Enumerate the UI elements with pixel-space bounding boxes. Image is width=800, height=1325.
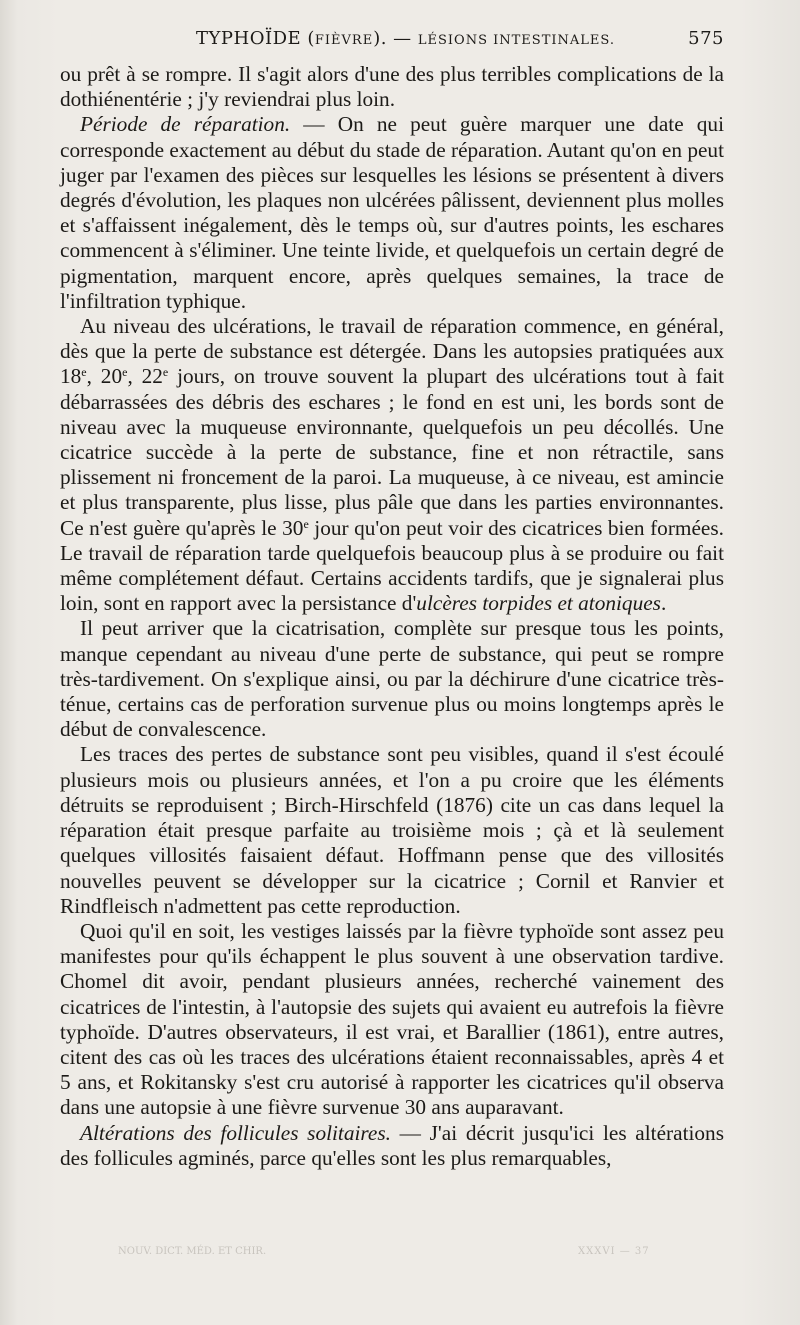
body-text — [60, 62, 724, 1171]
section-heading-reparation: Période de réparation. — [80, 112, 291, 137]
section-heading-follicules: Altérations des follicules solitaires. — [80, 1120, 391, 1145]
page-header — [60, 28, 724, 56]
footer-signature-right: XXXVI — 37 — [578, 1246, 650, 1257]
page-number: 575 — [688, 28, 724, 49]
text-segment: jours, on trouve souvent la plupart des ulcérations tout à fait débarrassées des débris des eschares ; le fond en est uni, les bords sont de niveau avec la muqueuse environnante, quelquefois un peu décollés. Une cicatrice succède à la perte de substance, fine et non rétractile, sans plissement ni froncement de la paroi. La muqueuse, à ce niveau, est amincie et plus transparente, plus lisse, plus pâle que dans les parties environnantes. Ce n'est guère qu'après le 30 — [60, 364, 724, 540]
running-head — [196, 28, 615, 49]
paragraph-text: — J'ai décrit jusqu'ici les altérations des follicules agminés, parce qu'elles sont les plus remarquables, — [60, 1120, 724, 1170]
running-head-paren-close: ). — — [373, 28, 418, 49]
paragraph-reparation — [60, 112, 724, 314]
superscript: e — [81, 365, 87, 380]
footer-signature-left: NOUV. DICT. MÉD. ET CHIR. — [118, 1246, 267, 1257]
superscript: e — [122, 365, 128, 380]
running-head-title: TYPHOÏDE — [196, 28, 302, 49]
paragraph-traces: Les traces des pertes de substance sont peu visibles, quand il s'est écoulé plusieurs mois ou plusieurs années, et l'on a pu croire que les éléments détruits se reproduisent ; Birch-Hirschfeld (1876) cite un cas dans lequel la réparation était presque parfaite au troisième mois ; çà et là seulement quelques villosités faisaient défaut. Hoffmann pense que des villosités nouvelles peuvent se développer sur la cicatrice ; Cornil et Ranvier et Rindfleisch n'admettent pas cette reproduction. — [60, 742, 724, 918]
text-segment: Au niveau des ulcérations, le travail de réparation commence, en général, dès que la perte de substance est détergée. Dans les autopsies pratiquées aux 18 — [60, 314, 724, 389]
paragraph-cicatrisation: Il peut arriver que la cicatrisation, complète sur presque tous les points, manque cependant au niveau d'une perte de substance, qui peut se rompre très-tardivement. On s'explique ainsi, ou par la déchirure d'une cicatrice très-ténue, certains cas de perforation survenue plus ou moins longtemps après le début de convalescence. — [60, 616, 724, 742]
paragraph-ulcerations — [60, 314, 724, 616]
paragraph-follicules — [60, 1121, 724, 1171]
text-segment: jour qu'on peut voir des cicatrices bien formées. Le travail de réparation tarde quelquefois beaucoup plus à se produire ou fait même complétement défaut. Certains accidents tardifs, que je signalerai plus loin, sont en rapport avec la persistance d' — [60, 515, 724, 616]
superscript: e — [303, 516, 309, 531]
italic-term: ulcères torpides et atoniques — [416, 591, 661, 616]
page-footer — [0, 1246, 800, 1266]
paragraph-vestiges: Quoi qu'il en soit, les vestiges laissés par la fièvre typhoïde sont assez peu manifestes pour qu'ils échappent le plus souvent à une observation tardive. Chomel dit avoir, pendant plusieurs années, recherché vainement des cicatrices de l'intestin, à l'autopsie des sujets qui avaient eu autrefois la fièvre typhoïde. D'autres observateurs, il est vrai, et Barallier (1861), entre autres, citent des cas où les traces des ulcérations étaient reconnaissables, après 4 et 5 ans, et Rokitansky s'est cru autorisé à rapporter les cicatrices qu'il observa dans une autopsie à une fièvre survenue 30 ans auparavant. — [60, 918, 724, 1120]
paragraph-text: — On ne peut guère marquer une date qui corresponde exactement au début du stade de réparation. Autant qu'on en peut juger par l'examen des pièces sur lesquelles les lésions se présentent à divers degrés d'évolution, les plaques non ulcérées pâlissent, deviennent plus molles et s'affaissent inégalement, dès le temps où, sur d'autres points, les eschares commencent à s'éliminer. Une teinte livide, et quelquefois un certain degré de pigmentation, marquent encore, après quelques semaines, la trace de l'infiltration typhique. — [60, 112, 724, 313]
superscript: e — [162, 365, 169, 380]
text-segment: . — [660, 591, 667, 616]
running-head-subtitle: FIÈVRE — [314, 33, 374, 48]
running-head-paren-open: ( — [301, 28, 315, 49]
paragraph-continued: ou prêt à se rompre. Il s'agit alors d'une des plus terribles complications de la dothiénentérie ; j'y reviendrai plus loin. — [60, 62, 724, 112]
text-segment: , 20 — [86, 364, 123, 389]
running-head-section: LÉSIONS INTESTINALES. — [417, 33, 615, 48]
text-segment: , 22 — [127, 364, 163, 389]
